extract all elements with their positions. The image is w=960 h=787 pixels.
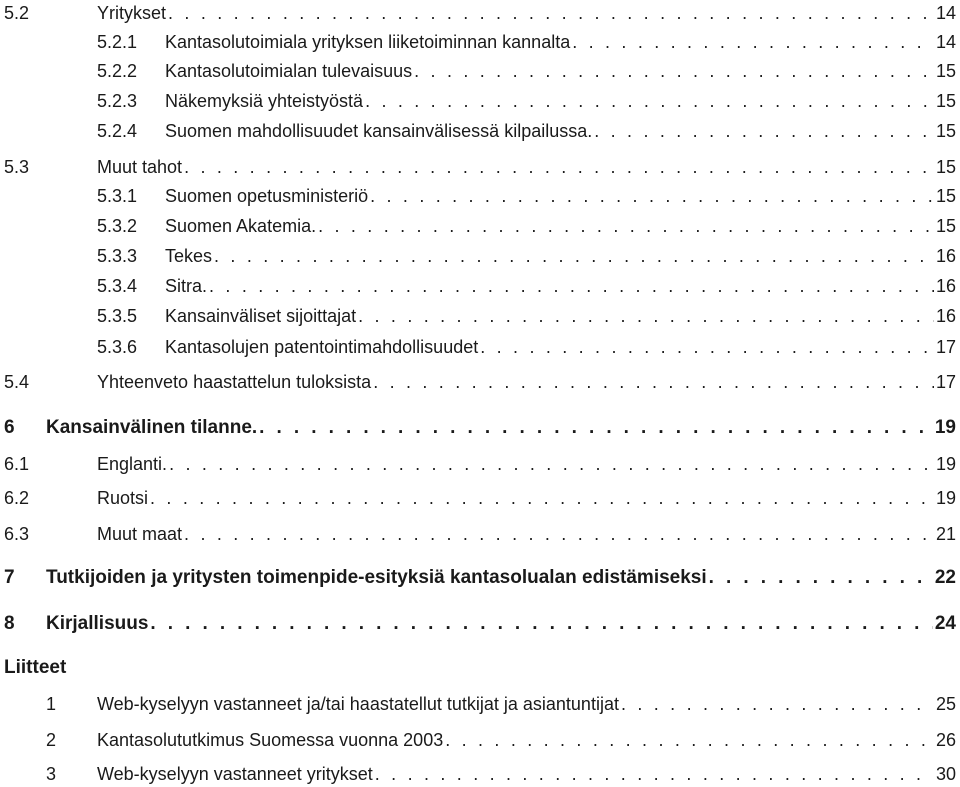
toc-entry-title: Näkemyksiä yhteistyöstä (165, 91, 364, 111)
toc-entry-title: Suomen opetusministeriö (165, 186, 369, 206)
toc-entry[interactable] (0, 371, 956, 393)
toc-entry[interactable] (0, 215, 956, 237)
toc-entry-number: 5.2 (4, 3, 30, 23)
toc-entry[interactable] (0, 523, 956, 545)
toc-entry-page: 30 (935, 764, 956, 784)
toc-entry-number: 6 (4, 417, 15, 438)
toc-entry-title: Kantasolutoimiala yrityksen liiketoiminnan kannalta (165, 32, 571, 52)
leader-dots (169, 453, 934, 475)
leader-dots (709, 567, 933, 589)
leader-dots (168, 2, 934, 24)
toc-entry-title: Tekes (165, 246, 213, 266)
toc-entry-title: Muut maat (97, 524, 183, 544)
toc-entry[interactable] (0, 2, 956, 24)
toc-entry-page: 14 (935, 3, 956, 23)
toc-entry-title: Suomen mahdollisuudet kansainvälisessä kilpailussa. (165, 121, 593, 141)
toc-entry[interactable] (0, 763, 956, 785)
toc-entry[interactable] (0, 305, 956, 327)
leader-dots (621, 693, 934, 715)
toc-entry-title: Yritykset (97, 3, 167, 23)
toc-entry-number: 6.2 (4, 488, 30, 508)
leader-dots (150, 487, 934, 509)
toc-entry-page: 24 (934, 613, 956, 634)
toc-entry-number: 7 (4, 567, 15, 588)
toc-entry-page: 15 (935, 186, 956, 206)
toc-entry-title: Web-kyselyyn vastanneet ja/tai haastatellut tutkijat ja asiantuntijat (97, 694, 619, 714)
toc-entry-page: 26 (935, 730, 956, 750)
toc-entry[interactable] (0, 275, 956, 297)
toc-entry-page: 15 (935, 157, 956, 177)
toc-entry-number: 2 (46, 730, 57, 750)
toc-entry-number: 5.2.4 (97, 121, 138, 141)
leader-dots (370, 185, 934, 207)
toc-entry[interactable] (0, 156, 956, 178)
leader-dots (318, 215, 934, 237)
toc-entry-number: 6.1 (4, 454, 30, 474)
toc-entry-page: 25 (935, 694, 956, 714)
toc-entry-page: 16 (935, 306, 956, 326)
toc-entry-page: 19 (935, 488, 956, 508)
toc-entry-title: Kantasolujen patentointimahdollisuudet (165, 337, 479, 357)
toc-entry-page: 16 (935, 246, 956, 266)
leader-dots (214, 245, 934, 267)
toc-entry-number: 5.3.5 (97, 306, 138, 326)
toc-entry-number: 5.3.4 (97, 276, 138, 296)
toc-entry[interactable] (0, 245, 956, 267)
appendix-heading: Liitteet (4, 657, 67, 678)
toc-entry-number: 8 (4, 613, 15, 634)
toc-entry[interactable] (0, 31, 956, 53)
toc-entry-title: Kansainväliset sijoittajat (165, 306, 357, 326)
toc-entry-page: 16 (935, 276, 956, 296)
toc-entry-number: 5.2.3 (97, 91, 138, 111)
toc-entry-title: Yhteenveto haastattelun tuloksista (97, 372, 372, 392)
leader-dots (259, 417, 933, 439)
toc-entry-page: 17 (935, 337, 956, 357)
toc-entry-page: 15 (935, 216, 956, 236)
toc-entry-page: 15 (935, 61, 956, 81)
toc-chapter[interactable] (0, 417, 956, 439)
toc-entry-title: Kantasolututkimus Suomessa vuonna 2003 (97, 730, 444, 750)
toc-entry-title: Kirjallisuus (46, 613, 149, 634)
toc-entry-title: Sitra. (165, 276, 208, 296)
toc-entry-title: Ruotsi (97, 488, 149, 508)
leader-dots (480, 336, 934, 358)
toc-entry[interactable] (0, 453, 956, 475)
leader-dots (184, 523, 934, 545)
toc-entry[interactable] (0, 185, 956, 207)
toc-entry-page: 17 (935, 372, 956, 392)
toc-entry-page: 22 (934, 567, 956, 588)
toc-entry-title: Tutkijoiden ja yritysten toimenpide-esityksiä kantasolualan edistämiseksi (46, 567, 707, 588)
toc-entry-page: 14 (935, 32, 956, 52)
toc-entry-number: 5.2.2 (97, 61, 138, 81)
toc-entry[interactable] (0, 60, 956, 82)
toc-entry-number: 5.3 (4, 157, 30, 177)
toc-entry-number: 1 (46, 694, 57, 714)
toc-entry[interactable] (0, 487, 956, 509)
leader-dots (209, 275, 934, 297)
toc-entry-number: 5.3.2 (97, 216, 138, 236)
toc-entry-page: 21 (935, 524, 956, 544)
toc-entry[interactable] (0, 693, 956, 715)
toc-entry-title: Englanti. (97, 454, 168, 474)
toc-entry-page: 15 (935, 121, 956, 141)
toc-entry[interactable] (0, 729, 956, 751)
toc-entry-title: Kansainvälinen tilanne. (46, 417, 258, 438)
toc-entry-number: 6.3 (4, 524, 30, 544)
toc-entry[interactable] (0, 120, 956, 142)
toc-entry-page: 15 (935, 91, 956, 111)
toc-entry-number: 5.2.1 (97, 32, 138, 52)
leader-dots (373, 371, 934, 393)
toc-entry-number: 5.3.3 (97, 246, 138, 266)
toc-entry-number: 5.4 (4, 372, 30, 392)
toc-entry-title: Web-kyselyyn vastanneet yritykset (97, 764, 373, 784)
leader-dots (414, 60, 934, 82)
toc-chapter[interactable] (0, 567, 956, 589)
toc-entry[interactable] (0, 336, 956, 358)
leader-dots (445, 729, 934, 751)
toc-entry-number: 3 (46, 764, 57, 784)
toc-entry-page: 19 (935, 454, 956, 474)
leader-dots (358, 305, 934, 327)
toc-entry-number: 5.3.1 (97, 186, 138, 206)
leader-dots (150, 613, 932, 635)
toc-entry-title: Kantasolutoimialan tulevaisuus (165, 61, 413, 81)
toc-entry-title: Muut tahot (97, 157, 183, 177)
toc-chapter[interactable] (0, 613, 956, 635)
toc-entry[interactable] (0, 90, 956, 112)
leader-dots (365, 90, 934, 112)
leader-dots (572, 31, 934, 53)
toc-entry-number: 5.3.6 (97, 337, 138, 357)
toc-entry-title: Suomen Akatemia. (165, 216, 317, 236)
leader-dots (184, 156, 934, 178)
toc-entry-page: 19 (934, 417, 956, 438)
leader-dots (375, 763, 934, 785)
leader-dots (594, 120, 934, 142)
